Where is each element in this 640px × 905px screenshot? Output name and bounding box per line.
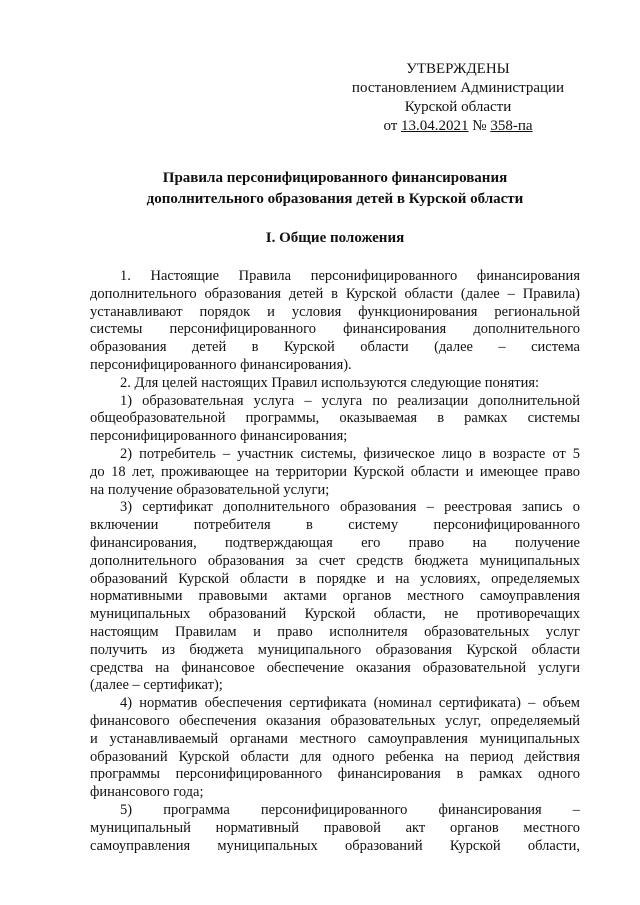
text-line: муниципальных образований Курской области, не противоречащих (90, 606, 580, 623)
text-line: 2. Для целей настоящих Правил используются следующие понятия: (120, 374, 540, 391)
text-line: (далее – сертификат); (90, 677, 223, 694)
text-line: 5) программа персонифицированного финансирования – (120, 801, 580, 818)
title-line-2: дополнительного образования детей в Курской области (146, 191, 524, 207)
approval-stamp (338, 60, 578, 136)
text-line: образования детей в Курской области (далее – система (90, 339, 580, 356)
text-line: 3) сертификат дополнительного образования – реестровая запись о (120, 499, 580, 516)
text-line: и устанавливаемый органами местного самоуправления муниципальных (90, 730, 580, 747)
title-line-1: Правила персонифицированного финансирования (162, 170, 508, 186)
approval-number-sign: № (472, 118, 487, 134)
text-line: муниципальный нормативный правовой акт органов местного (90, 819, 580, 836)
text-line: образований Курской области для одного ребенка на период действия (90, 748, 580, 765)
approval-date: 13.04.2021 (401, 118, 469, 134)
text-line: настоящим Правилам и право исполнителя образовательных услуг (90, 623, 580, 640)
text-line: финансирования, подтверждающая его право на получение (90, 534, 580, 551)
approval-date-number (338, 117, 578, 136)
text-line: 2) потребитель – участник системы, физическое лицо в возрасте от 5 (120, 445, 580, 462)
text-line: финансового года; (90, 784, 204, 801)
text-line: на получение образовательной услуги; (90, 481, 330, 498)
text-line: общеобразовательной программы, оказываемая в рамках системы (90, 410, 580, 427)
text-line: персонифицированного финансирования). (90, 356, 352, 373)
text-line: дополнительного образования детей в Курской области (далее – Правила) (90, 285, 580, 302)
text-line: устанавливают порядок и условия функционирования региональной (90, 303, 580, 320)
text-line: 1. Настоящие Правила персонифицированного финансирования (120, 268, 580, 284)
text-line: самоуправления муниципальных образований Курской области, (90, 837, 580, 854)
text-line: персонифицированного финансирования; (90, 428, 348, 445)
text-line: финансового обеспечения оказания образовательных услуг, определяемый (90, 712, 580, 729)
document-title (90, 168, 580, 210)
text-line: получить из бюджета муниципального образования Курской области (90, 641, 580, 658)
text-line: дополнительного образования за счет средств бюджета муниципальных (90, 552, 580, 569)
text-line: образований Курской области в порядке и на условиях, определяемых (90, 570, 580, 587)
text-line: включении потребителя в систему персонифицированного (90, 517, 580, 534)
section-heading: I. Общие положения (265, 230, 405, 246)
approval-line-3: Курской области (404, 99, 512, 115)
document-body (90, 268, 580, 855)
text-line: системы персонифицированного финансирования дополнительного (90, 321, 580, 338)
approval-heading: УТВЕРЖДЕНЫ (406, 61, 510, 77)
text-line: 1) образовательная услуга – услуга по реализации дополнительной (120, 392, 580, 409)
text-line: до 18 лет, проживающее на территории Курской области и имеющее право (90, 463, 580, 480)
text-line: 4) норматив обеспечения сертификата (номинал сертификата) – объем (120, 695, 580, 712)
text-line: нормативными правовыми актами органов местного самоуправления (90, 588, 580, 605)
text-line: средства на финансовое обеспечение оказания образовательной услуги (90, 659, 580, 676)
approval-number: 358-па (490, 118, 533, 134)
approval-line-2: постановлением Администрации (351, 80, 565, 96)
text-line: программы персонифицированного финансирования в рамках одного (90, 766, 580, 783)
approval-ot: от (383, 118, 398, 134)
